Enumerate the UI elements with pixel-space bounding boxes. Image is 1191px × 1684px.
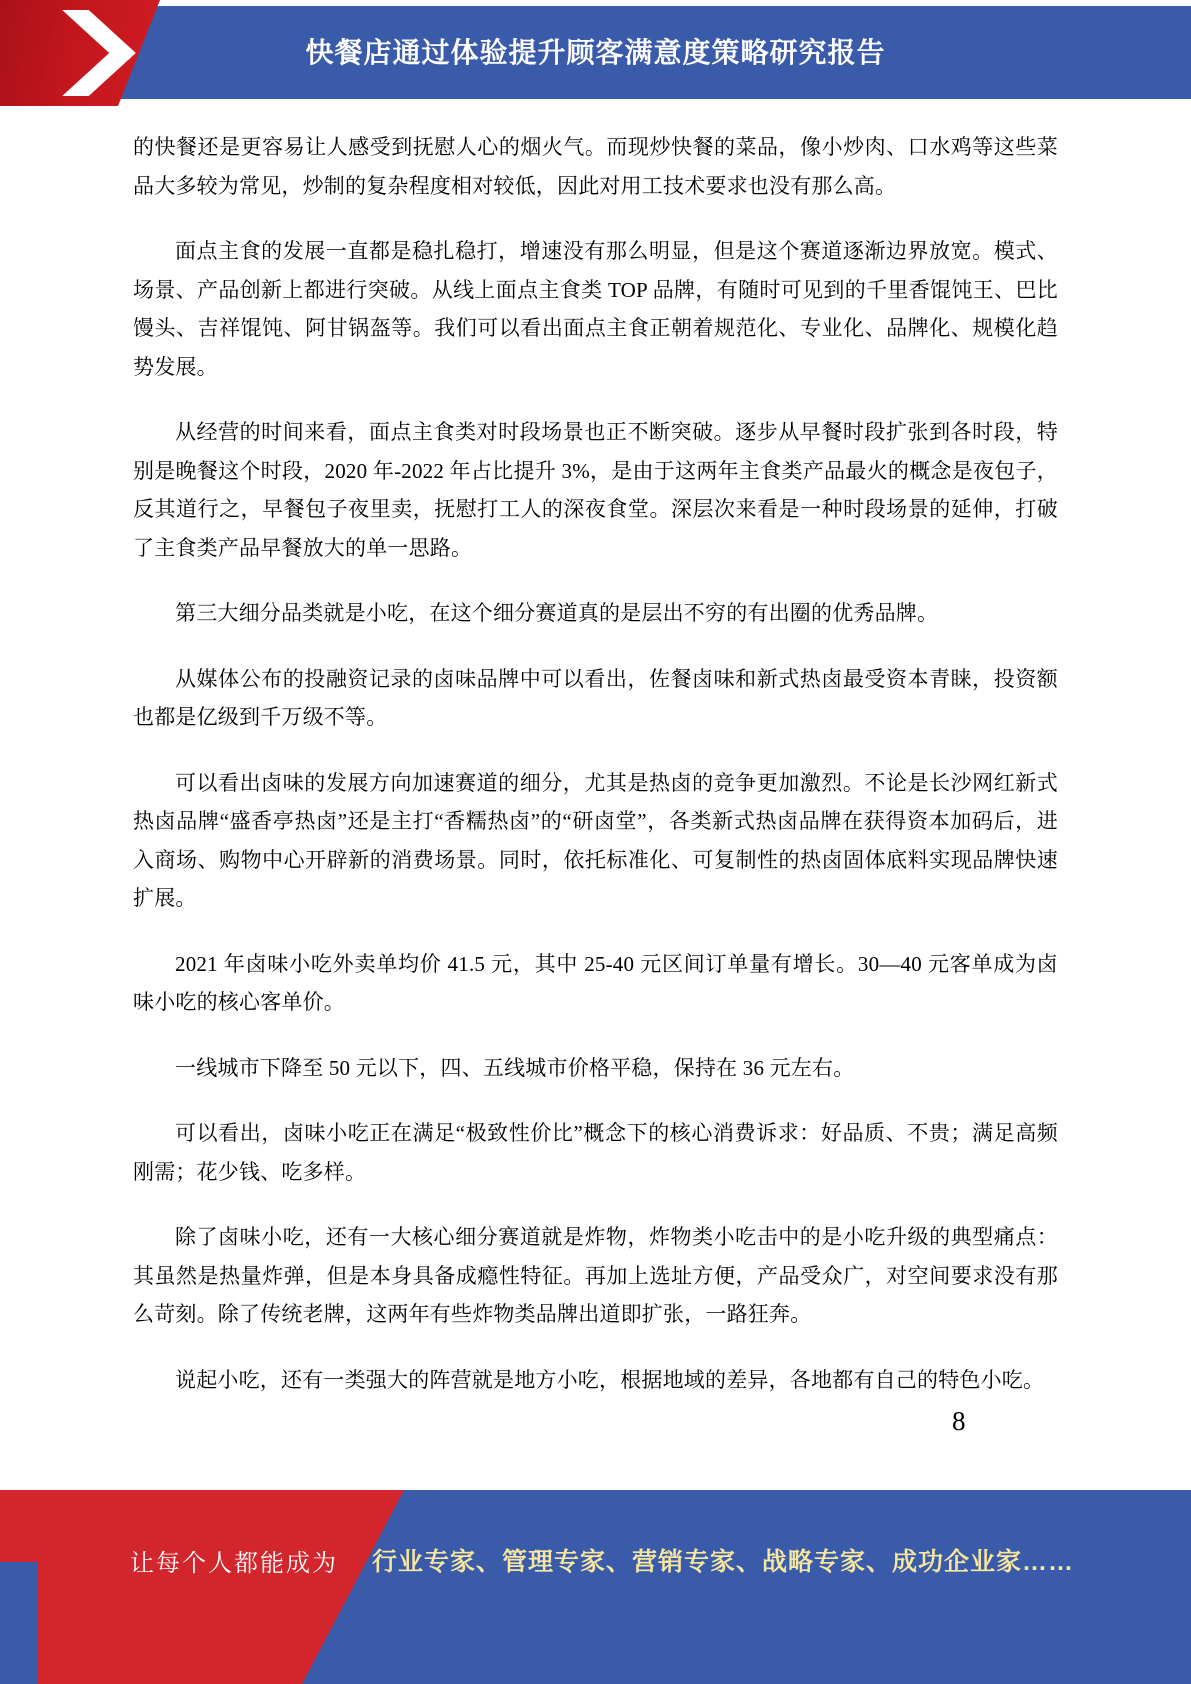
body-paragraph: 从经营的时间来看，面点主食类对时段场景也正不断突破。逐步从早餐时段扩张到各时段，特别是晚餐这个时段，2020 年-2022 年占比提升 3%，是由于这两年主食类产品最火的概念是夜包子，反其道行之，早餐包子夜里卖，抚慰打工人的深夜食堂。深层次来看是一种时段场景的延伸，打破了主食类产品早餐放大的单一思路。	[133, 420, 1058, 560]
chevron-right-icon	[60, 10, 138, 96]
body-paragraph: 可以看出卤味的发展方向加速赛道的细分，尤其是热卤的竞争更加激烈。不论是长沙网红新式热卤品牌“盛香亭热卤”还是主打“香糯热卤”的“研卤堂”，各类新式热卤品牌在获得资本加码后，进入商场、购物中心开辟新的消费场景。同时，依托标准化、可复制性的热卤固体底料实现品牌快速扩展。	[133, 770, 1058, 910]
body-paragraph: 除了卤味小吃，还有一大核心细分赛道就是炸物，炸物类小吃击中的是小吃升级的典型痛点：其虽然是热量炸弹，但是本身具备成瘾性特征。再加上选址方便，产品受众广，对空间要求没有那么苛刻。除了传统老牌，这两年有些炸物类品牌出道即扩张，一路狂奔。	[133, 1225, 1058, 1326]
report-title: 快餐店通过体验提升顾客满意度策略研究报告	[305, 37, 886, 68]
body-paragraph: 一线城市下降至 50 元以下，四、五线城市价格平稳，保持在 36 元左右。	[175, 1055, 855, 1080]
page-footer	[0, 1490, 1191, 1684]
page-number: 8	[952, 1406, 966, 1436]
footer-slogan-left: 让每个人都能成为	[130, 1550, 338, 1577]
document-body	[133, 128, 1058, 1426]
body-paragraph: 面点主食的发展一直都是稳扎稳打，增速没有那么明显，但是这个赛道逐渐边界放宽。模式、场景、产品创新上都进行突破。从线上面点主食类 TOP 品牌，有随时可见到的千里香馄饨王、巴比馒头、吉祥馄饨、阿甘锅盔等。我们可以看出面点主食正朝着规范化、专业化、品牌化、规模化趋势发展。	[133, 239, 1058, 379]
body-paragraph: 2021 年卤味小吃外卖单均价 41.5 元，其中 25-40 元区间订单量有增长。30—40 元客单成为卤味小吃的核心客单价。	[133, 951, 1058, 1014]
footer-slogan-right: 行业专家、管理专家、营销专家、战略专家、成功企业家……	[372, 1548, 1075, 1576]
body-paragraph: 可以看出，卤味小吃正在满足“极致性价比”概念下的核心消费诉求：好品质、不贵；满足高频刚需；花少钱、吃多样。	[133, 1121, 1058, 1184]
body-paragraph: 说起小吃，还有一类强大的阵营就是地方小吃，根据地域的差异，各地都有自己的特色小吃。	[175, 1367, 1045, 1392]
body-paragraph: 从媒体公布的投融资记录的卤味品牌中可以看出，佐餐卤味和新式热卤最受资本青睐，投资额也都是亿级到千万级不等。	[133, 666, 1058, 729]
body-paragraph: 第三大细分品类就是小吃，在这个细分赛道真的是层出不穷的有出圈的优秀品牌。	[175, 601, 939, 625]
body-paragraph: 的快餐还是更容易让人感受到抚慰人心的烟火气。而现炒快餐的菜品，像小炒肉、口水鸡等这些菜品大多较为常见，炒制的复杂程度相对较低，因此对用工技术要求也没有那么高。	[133, 135, 1058, 198]
footer-red-shape	[0, 1490, 1191, 1684]
